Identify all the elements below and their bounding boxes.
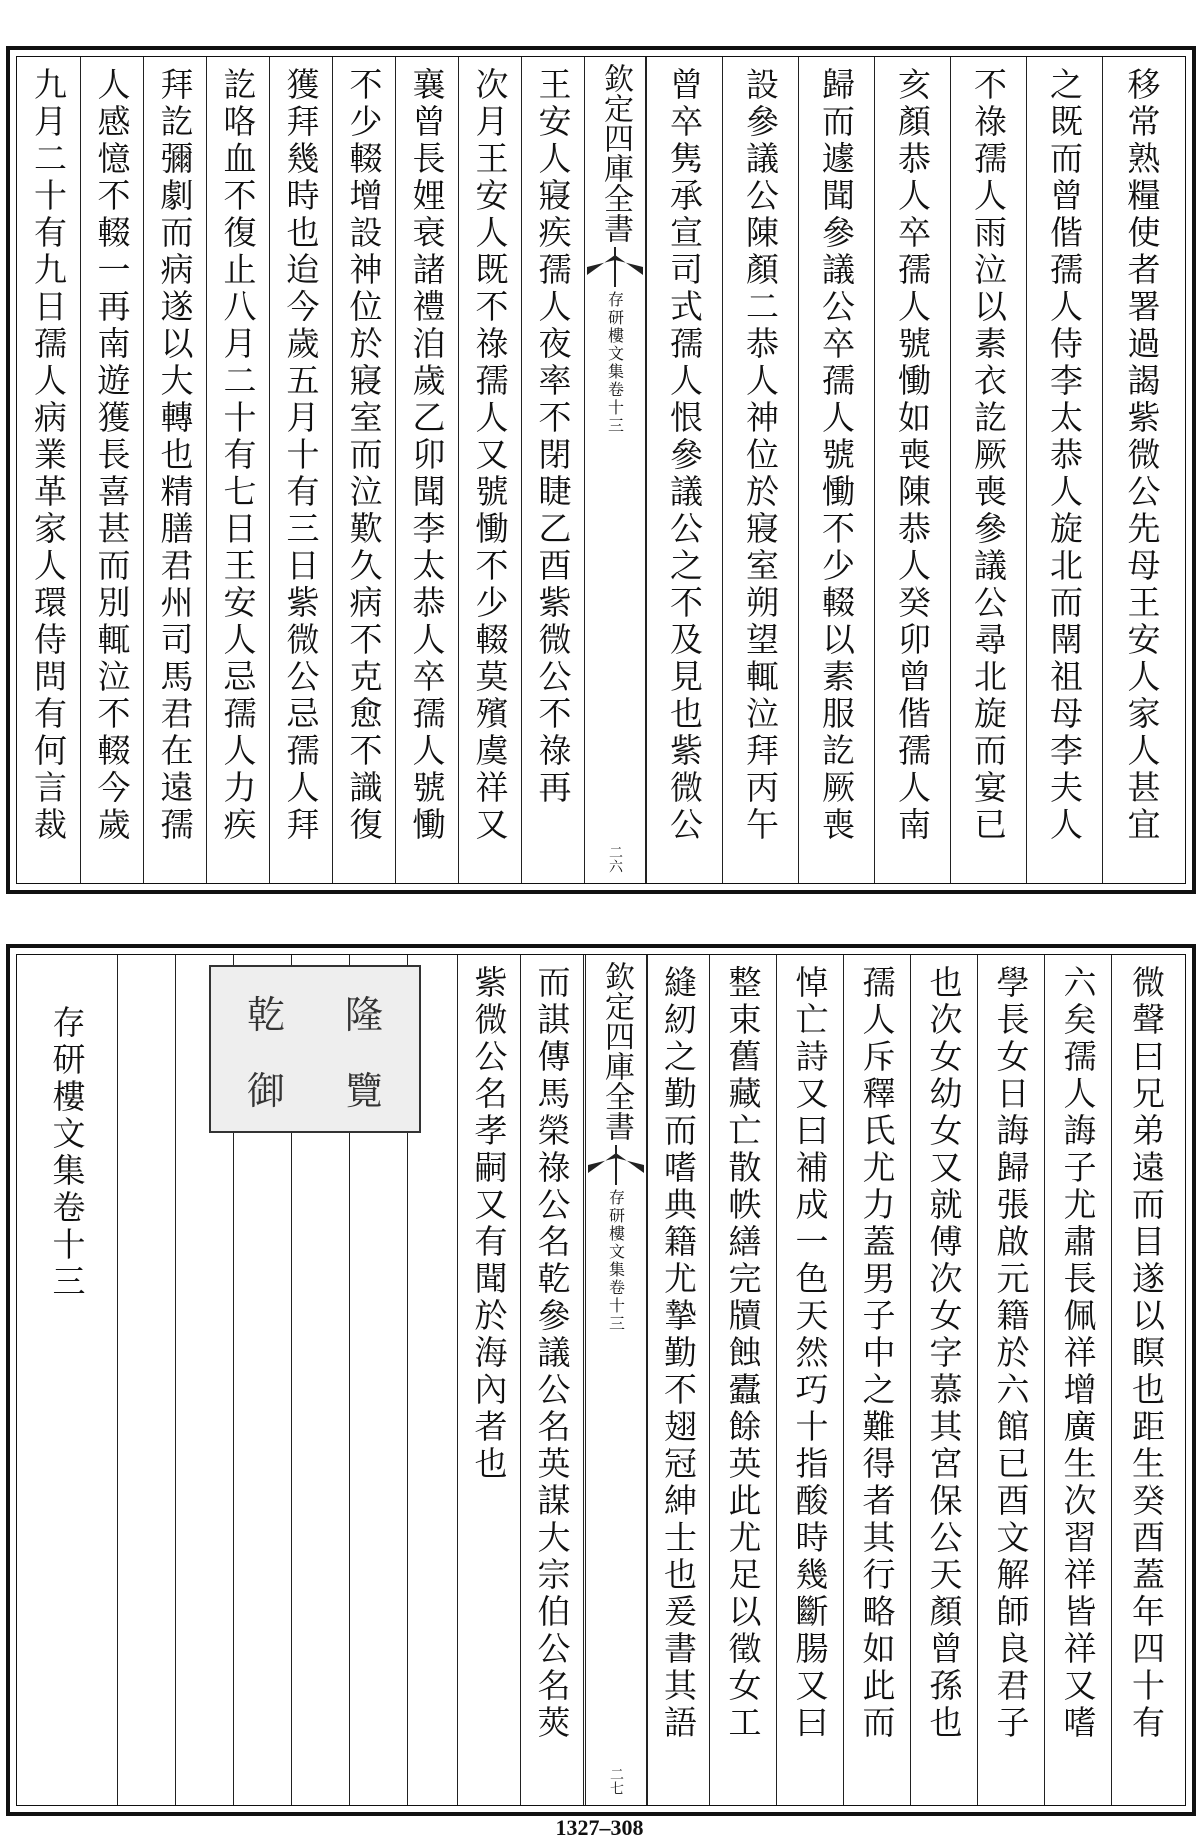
column-text: 獲拜幾時也迨今歲五月十有三日紫微公忌孺人拜 — [281, 67, 321, 844]
spine-volume: 卷十三 — [606, 1279, 626, 1333]
column-text: 不少輟增設神位於寢室而泣歎久病不克愈不識復 — [344, 67, 384, 844]
imperial-seal — [209, 965, 421, 1133]
column-text: 拜訖彌劇而病遂以大轉也精膳君州司馬君在遠孺 — [155, 67, 195, 844]
text-column — [1102, 57, 1181, 883]
column-text: 學長女日誨歸張啟元籍於六館已酉文解師良君子 — [991, 965, 1031, 1742]
fish-tail-mark — [587, 247, 643, 287]
page-marker: 二六 — [607, 845, 623, 873]
center-spine — [585, 955, 647, 1805]
column-text: 歸而遽聞參議公卒孺人號慟不少輟以素服訖厥喪 — [817, 67, 856, 844]
column-text: 人感憶不輟一再南遊獲長喜甚而別輒泣不輟今歲 — [92, 67, 132, 844]
text-column — [722, 57, 798, 883]
text-column — [206, 57, 269, 883]
text-column — [17, 57, 80, 883]
text-column — [646, 57, 722, 883]
text-column — [776, 955, 843, 1805]
spine-book-title: 存研樓文集 — [605, 291, 625, 381]
text-column — [457, 955, 520, 1805]
column-text: 也次女幼女又就傅次女字慕其宮保公天顏曾孫也 — [924, 965, 964, 1742]
text-column — [395, 57, 458, 883]
column-text: 訖咯血不復止八月二十有七日王安人忌孺人力疾 — [218, 67, 258, 844]
text-column — [798, 57, 874, 883]
text-column — [647, 955, 709, 1805]
spine-book-title: 存研樓文集 — [606, 1189, 626, 1279]
text-column — [521, 57, 584, 883]
seal-char: 隆 — [344, 992, 383, 1037]
column-text: 亥顏恭人卒孺人號慟如喪陳恭人癸卯曾偕孺人南 — [893, 67, 932, 844]
fish-tail-mark — [588, 1145, 644, 1185]
column-text: 次月王安人既不祿孺人又號慟不少輟莫殯虞祥又 — [470, 67, 510, 844]
column-text: 而諆傳馬榮祿公名乾參議公名英謀大宗伯公名莢 — [532, 965, 572, 1742]
text-column — [520, 955, 583, 1805]
column-text: 曾卒隽承宣司式孺人恨參議公之不及見也紫微公 — [665, 67, 704, 844]
seal-char: 乾 — [246, 992, 285, 1037]
page-marker: 二七 — [608, 1767, 624, 1795]
spine-title: 欽定四庫全書 — [599, 961, 634, 1141]
page-number-footer: 1327–308 — [555, 1815, 644, 1840]
text-column — [1044, 955, 1111, 1805]
text-column — [1111, 955, 1181, 1805]
seal-char: 覽 — [344, 1068, 383, 1113]
column-text: 九月二十有九日孺人病業革家人環侍問有何言裁 — [29, 67, 68, 844]
text-column — [17, 955, 117, 1805]
column-text: 不祿孺人雨泣以素衣訖厥喪參議公尋北旋而宴已 — [969, 67, 1008, 844]
column-text: 悼亡詩又曰補成一色天然巧十指酸時幾斷腸又曰 — [790, 965, 830, 1742]
text-column — [269, 57, 332, 883]
center-spine — [584, 57, 646, 883]
bottom-page — [6, 944, 1196, 1816]
text-column — [1026, 57, 1102, 883]
column-text: 設參議公陳顏二恭人神位於寢室朔望輒泣拜丙午 — [741, 67, 780, 844]
text-column — [977, 955, 1044, 1805]
text-column — [143, 57, 206, 883]
text-column — [458, 57, 521, 883]
seal-char: 御 — [246, 1068, 285, 1113]
text-column — [874, 57, 950, 883]
column-text: 六矣孺人誨子尤肅長佩祥增廣生次習祥皆祥又嗜 — [1058, 965, 1098, 1742]
column-text: 王安人寢疾孺人夜率不閉睫乙酉紫微公不祿再 — [533, 67, 573, 807]
text-column — [80, 57, 143, 883]
text-column — [332, 57, 395, 883]
text-column — [950, 57, 1026, 883]
column-text: 孺人斥釋氏尤力蓋男子中之難得者其行略如此而 — [857, 965, 897, 1742]
bottom-page-frame — [16, 954, 1186, 1806]
text-column — [910, 955, 977, 1805]
text-column — [709, 955, 776, 1805]
empty-column — [117, 955, 175, 1805]
top-page-frame — [16, 56, 1186, 884]
top-page — [6, 46, 1196, 894]
column-text: 之既而曾偕孺人侍李太恭人旋北而閛祖母李夫人 — [1045, 67, 1084, 844]
column-text: 微聲曰兄弟遠而目遂以瞑也距生癸酉蓋年四十有 — [1127, 965, 1166, 1742]
spine-volume: 卷十三 — [605, 381, 625, 435]
column-text: 縫紉之勤而嗜典籍尤摯勤不翅冠紳士也爰書其語 — [659, 965, 698, 1742]
spine-title: 欽定四庫全書 — [598, 63, 633, 243]
text-column — [843, 955, 910, 1805]
column-text: 移常熟糧使者署過謁紫微公先母王安人家人甚宜 — [1122, 67, 1162, 844]
book-title-column: 存研樓文集卷十三 — [47, 1005, 87, 1301]
column-text: 紫微公名孝嗣又有聞於海內者也 — [469, 965, 509, 1483]
column-text: 襄曾長娌衰諸禮洎歲乙卯聞李太恭人卒孺人號慟 — [407, 67, 447, 844]
column-text: 整束舊藏亡散帙繕完牘蝕蠹餘英此尤足以徵女工 — [723, 965, 763, 1742]
